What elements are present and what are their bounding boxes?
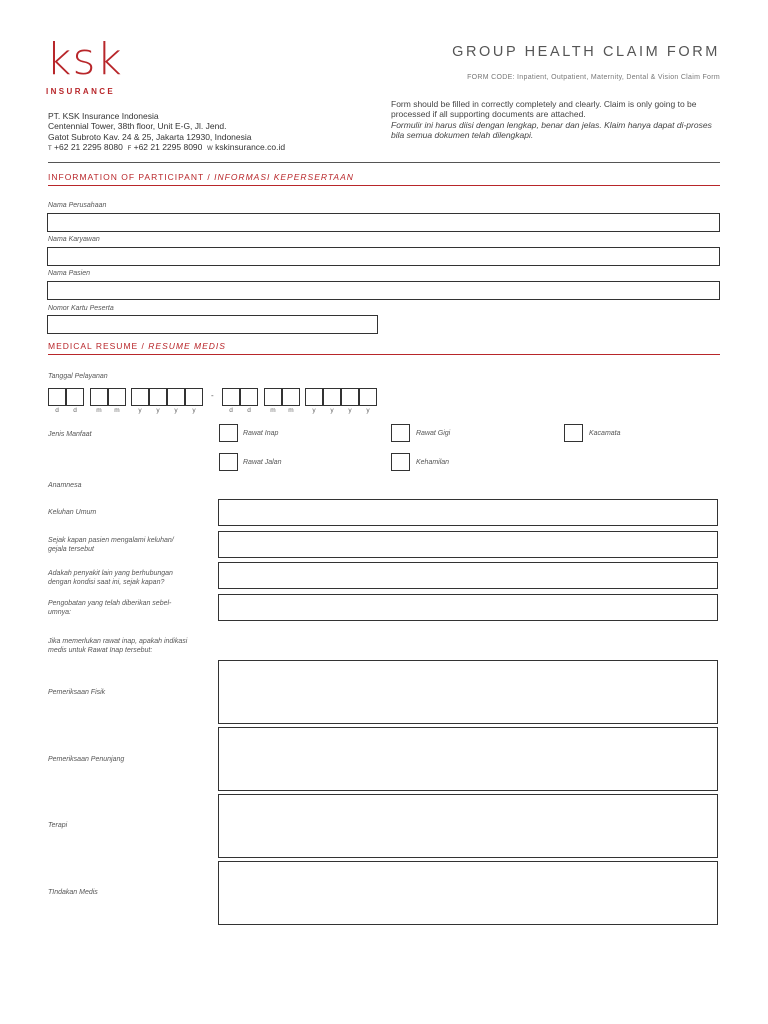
date-hint: y xyxy=(138,407,142,414)
pengobatan-label-line-2: umnya: xyxy=(48,609,71,616)
date-hint: y xyxy=(330,407,334,414)
participant-title-id: INFORMASI KEPERSERTAAN xyxy=(214,172,354,182)
sejak-label-line-2: gejala tersebut xyxy=(48,546,94,553)
company-address xyxy=(48,111,285,155)
logo-wordmark: ksk xyxy=(46,34,123,85)
penyakit-field[interactable] xyxy=(218,562,718,589)
indikasi-label-line-1: Jika memerlukan rawat inap, apakah indikasi xyxy=(48,638,188,645)
medical-title-en: MEDICAL RESUME / xyxy=(48,341,145,351)
form-instructions xyxy=(391,99,723,141)
company-name-label: Nama Perusahaan xyxy=(48,202,107,209)
fax-prefix: F xyxy=(127,146,132,153)
date2-year-digit-1[interactable] xyxy=(305,388,323,406)
terapi-label: Terapi xyxy=(48,822,68,829)
rawat-gigi-checkbox[interactable] xyxy=(391,424,410,442)
date-hint: d xyxy=(229,407,233,414)
rawat-jalan-checkbox[interactable] xyxy=(219,453,238,471)
date2-day-digit-1[interactable] xyxy=(222,388,240,406)
rawat-inap-checkbox[interactable] xyxy=(219,424,238,442)
logo-subtitle: INSURANCE xyxy=(46,87,116,96)
kehamilan-label: Kehamilan xyxy=(416,459,450,466)
participant-divider xyxy=(48,185,720,186)
date1-month-digit-1[interactable] xyxy=(90,388,108,406)
date-hint: m xyxy=(96,407,102,414)
header-divider xyxy=(48,162,720,163)
date-separator: - xyxy=(211,391,214,400)
anamnesa-label: Anamnesa xyxy=(48,482,82,489)
form-code: FORM CODE: Inpatient, Outpatient, Maternity, Dental & Vision Claim Form xyxy=(467,74,720,81)
company-name-field[interactable] xyxy=(47,213,720,232)
penyakit-label-line-1: Adakah penyakit lain yang berhubungan xyxy=(48,570,173,577)
date2-month[interactable] xyxy=(264,388,300,406)
company-name: PT. KSK Insurance Indonesia xyxy=(48,111,159,121)
date2-day-digit-2[interactable] xyxy=(240,388,258,406)
date-hint: y xyxy=(192,407,196,414)
tindakan-medis-field[interactable] xyxy=(218,861,718,925)
instructions-english: Form should be filled in correctly completely and clearly. Claim is only going to be processed if all supporting documents are attached. xyxy=(391,99,697,120)
penyakit-label xyxy=(48,569,213,587)
employee-name-field[interactable] xyxy=(47,247,720,266)
employee-name-label: Nama Karyawan xyxy=(48,236,100,243)
pemeriksaan-fisik-field[interactable] xyxy=(218,660,718,724)
date-hint: d xyxy=(73,407,77,414)
website: kskinsurance.co.id xyxy=(215,142,286,153)
date2-year[interactable] xyxy=(305,388,377,406)
pengobatan-label xyxy=(48,599,213,617)
date1-day-digit-2[interactable] xyxy=(66,388,84,406)
date2-day[interactable] xyxy=(222,388,258,406)
date-hint: d xyxy=(55,407,59,414)
contact-line xyxy=(48,142,285,154)
patient-name-label: Nama Pasien xyxy=(48,270,91,277)
patient-name-field[interactable] xyxy=(47,281,720,300)
sejak-label xyxy=(48,536,213,554)
date-hint: y xyxy=(348,407,352,414)
phone-prefix: T xyxy=(48,146,52,153)
date1-day-digit-1[interactable] xyxy=(48,388,66,406)
address-line-1: Centennial Tower, 38th floor, Unit E-G, Jl. Jend. xyxy=(48,121,227,132)
terapi-field[interactable] xyxy=(218,794,718,858)
penyakit-label-line-2: dengan kondisi saat ini, sejak kapan? xyxy=(48,579,165,586)
date1-day[interactable] xyxy=(48,388,84,406)
participant-section-title xyxy=(48,172,354,182)
medical-divider xyxy=(48,354,720,355)
medical-title-id: RESUME MEDIS xyxy=(148,341,226,351)
kacamata-label: Kacamata xyxy=(589,430,621,437)
date-hint: y xyxy=(156,407,160,414)
keluhan-field[interactable] xyxy=(218,499,718,526)
pemeriksaan-fisik-label: Pemeriksaan Fisik xyxy=(48,689,106,696)
date-hint: m xyxy=(270,407,276,414)
date-hint: m xyxy=(288,407,294,414)
pengobatan-label-line-1: Pengobatan yang telah diberikan sebel- xyxy=(48,600,172,607)
pemeriksaan-penunjang-label: Pemeriksaan Penunjang xyxy=(48,756,125,763)
pengobatan-field[interactable] xyxy=(218,594,718,621)
date1-month[interactable] xyxy=(90,388,126,406)
kacamata-checkbox[interactable] xyxy=(564,424,583,442)
date-hint: d xyxy=(247,407,251,414)
phone-number: +62 21 2295 8080 xyxy=(54,142,123,153)
rawat-inap-label: Rawat Inap xyxy=(243,430,279,437)
medical-section-title xyxy=(48,341,226,351)
benefit-type-label: Jenis Manfaat xyxy=(48,431,92,438)
date-hint: y xyxy=(312,407,316,414)
date2-year-digit-3[interactable] xyxy=(341,388,359,406)
date-hint: y xyxy=(366,407,370,414)
fax-number: +62 21 2295 8090 xyxy=(133,142,203,153)
date1-year-digit-1[interactable] xyxy=(131,388,149,406)
card-number-label: Nomor Kartu Peserta xyxy=(48,305,114,312)
web-prefix: W xyxy=(207,146,213,153)
date1-year-digit-2[interactable] xyxy=(149,388,167,406)
date1-year[interactable] xyxy=(131,388,203,406)
kehamilan-checkbox[interactable] xyxy=(391,453,410,471)
date2-month-digit-1[interactable] xyxy=(264,388,282,406)
rawat-jalan-label: Rawat Jalan xyxy=(243,459,282,466)
address-line-2: Gatot Subroto Kav. 24 & 25, Jakarta 12930, Indonesia xyxy=(48,131,252,142)
date1-month-digit-2[interactable] xyxy=(108,388,126,406)
date-hint: m xyxy=(114,407,120,414)
sejak-field[interactable] xyxy=(218,531,718,558)
date1-year-digit-3[interactable] xyxy=(167,388,185,406)
sejak-label-line-1: Sejak kapan pasien mengalami keluhan/ xyxy=(48,537,174,544)
form-title: GROUP HEALTH CLAIM FORM xyxy=(452,44,720,60)
company-logo xyxy=(46,36,126,96)
rawat-gigi-label: Rawat Gigi xyxy=(416,430,451,437)
participant-title-en: INFORMATION OF PARTICIPANT / xyxy=(48,172,211,182)
date2-year-digit-2[interactable] xyxy=(323,388,341,406)
instructions-indonesian: Formulir ini harus diisi dengan lengkap, benar dan jelas. Klaim hanya dapat di-proses bila semua dokumen telah dilengkapi. xyxy=(391,119,712,141)
indikasi-label xyxy=(48,637,218,655)
keluhan-label: Keluhan Umum xyxy=(48,509,97,516)
tindakan-medis-label: TIndakan Medis xyxy=(48,889,98,896)
date1-year-digit-4[interactable] xyxy=(185,388,203,406)
pemeriksaan-penunjang-field[interactable] xyxy=(218,727,718,791)
date-hint: y xyxy=(174,407,178,414)
date2-month-digit-2[interactable] xyxy=(282,388,300,406)
card-number-field[interactable] xyxy=(47,315,378,334)
date2-year-digit-4[interactable] xyxy=(359,388,377,406)
service-date-label: Tanggal Pelayanan xyxy=(48,373,108,380)
indikasi-label-line-2: medis untuk Rawat Inap tersebut: xyxy=(48,647,153,654)
